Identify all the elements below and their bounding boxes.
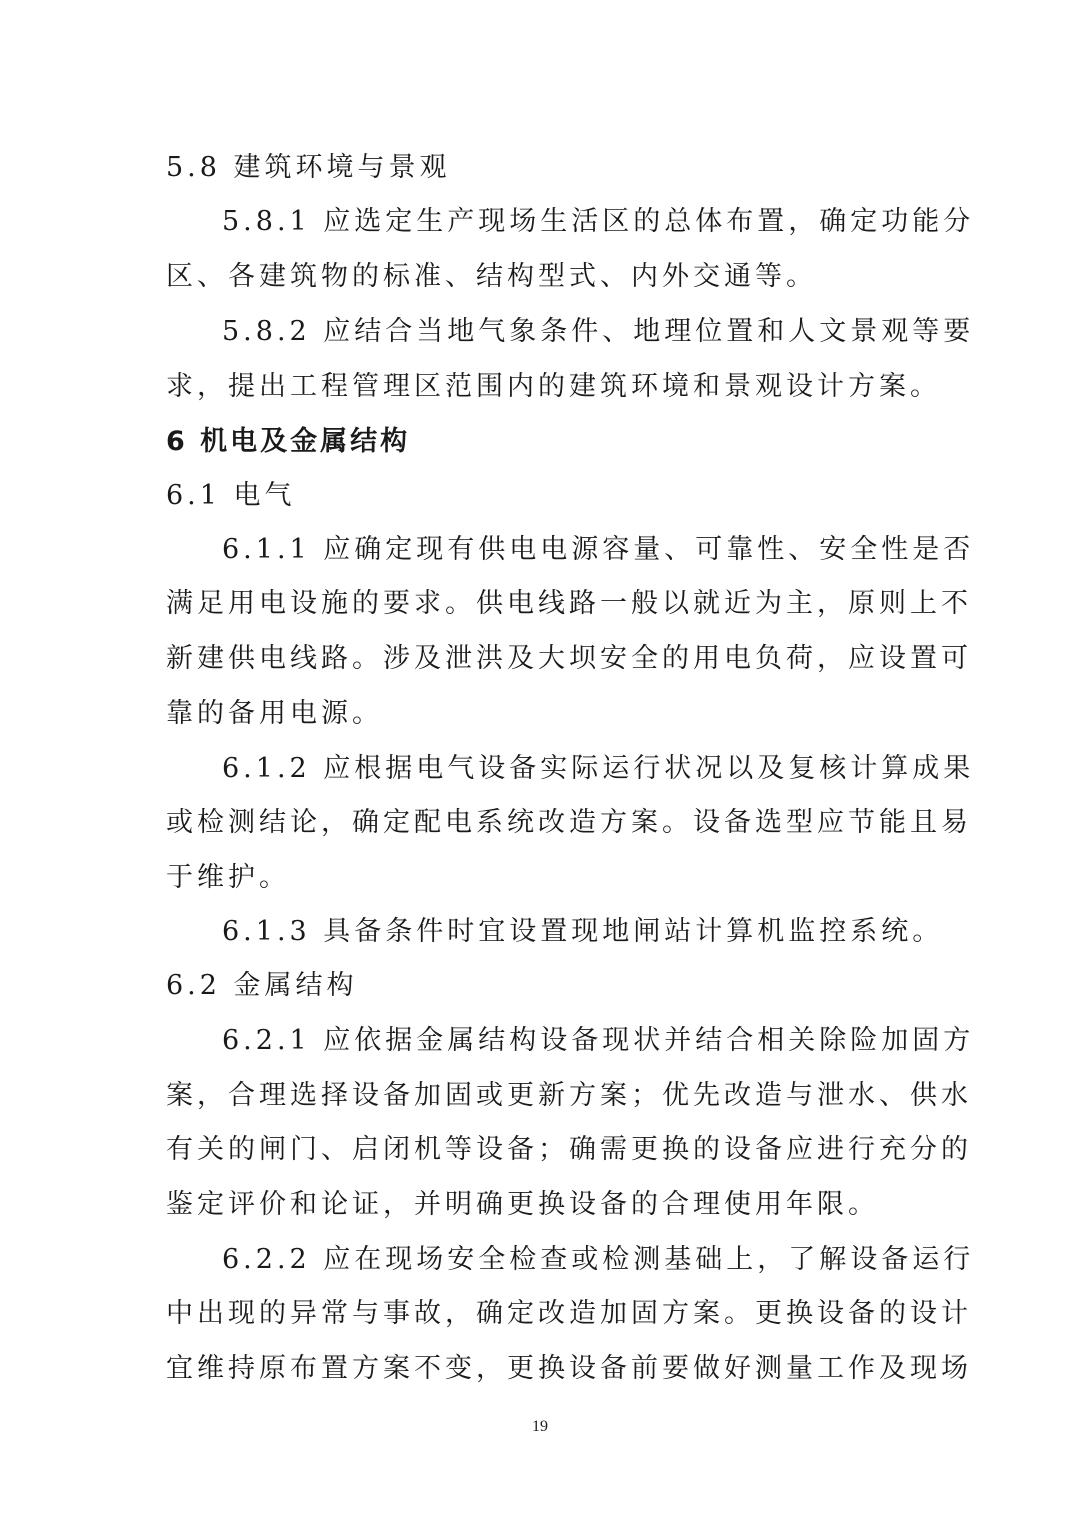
paragraph-6-1-1-line-4: 靠的备用电源。 xyxy=(166,698,383,729)
page-number: 19 xyxy=(532,1418,548,1435)
section-heading-6-2: 6.2 金属结构 xyxy=(166,970,358,1001)
paragraph-6-1-2-line-1: 6.1.2 应根据电气设备实际运行状况以及复核计算成果 xyxy=(222,753,975,784)
paragraph-6-1-1-line-1: 6.1.1 应确定现有供电电源容量、可靠性、安全性是否 xyxy=(222,534,975,565)
paragraph-6-2-1-line-1: 6.2.1 应依据金属结构设备现状并结合相关除险加固方 xyxy=(222,1025,975,1056)
paragraph-6-2-1-line-3: 有关的闸门、启闭机等设备；确需更换的设备应进行充分的 xyxy=(166,1134,972,1165)
paragraph-5-8-1-line-1: 5.8.1 应选定生产现场生活区的总体布置，确定功能分 xyxy=(222,206,975,237)
paragraph-6-2-1-line-2: 案，合理选择设备加固或更新方案；优先改造与泄水、供水 xyxy=(166,1080,972,1111)
section-heading-5-8: 5.8 建筑环境与景观 xyxy=(166,152,451,183)
paragraph-5-8-1-line-2: 区、各建筑物的标准、结构型式、内外交通等。 xyxy=(166,261,817,292)
paragraph-6-1-2-line-3: 于维护。 xyxy=(166,862,290,893)
paragraph-5-8-2-line-1: 5.8.2 应结合当地气象条件、地理位置和人文景观等要 xyxy=(222,316,975,347)
paragraph-6-1-1-line-3: 新建供电线路。涉及泄洪及大坝安全的用电负荷，应设置可 xyxy=(166,643,972,674)
paragraph-6-2-2-line-1: 6.2.2 应在现场安全检查或检测基础上，了解设备运行 xyxy=(222,1244,975,1275)
paragraph-6-1-2-line-2: 或检测结论，确定配电系统改造方案。设备选型应节能且易 xyxy=(166,807,972,838)
paragraph-6-1-1-line-2: 满足用电设施的要求。供电线路一般以就近为主，原则上不 xyxy=(166,588,972,619)
section-heading-6-1: 6.1 电气 xyxy=(166,480,296,511)
paragraph-6-2-1-line-4: 鉴定评价和论证，并明确更换设备的合理使用年限。 xyxy=(166,1189,879,1220)
paragraph-6-2-2-line-3: 宜维持原布置方案不变，更换设备前要做好测量工作及现场 xyxy=(166,1353,972,1384)
paragraph-6-2-2-line-2: 中出现的异常与事故，确定改造加固方案。更换设备的设计 xyxy=(166,1298,972,1329)
paragraph-5-8-2-line-2: 求，提出工程管理区范围内的建筑环境和景观设计方案。 xyxy=(166,371,941,402)
chapter-heading-6: 6 机电及金属结构 xyxy=(166,426,411,457)
paragraph-6-1-3: 6.1.3 具备条件时宜设置现地闸站计算机监控系统。 xyxy=(222,916,944,947)
